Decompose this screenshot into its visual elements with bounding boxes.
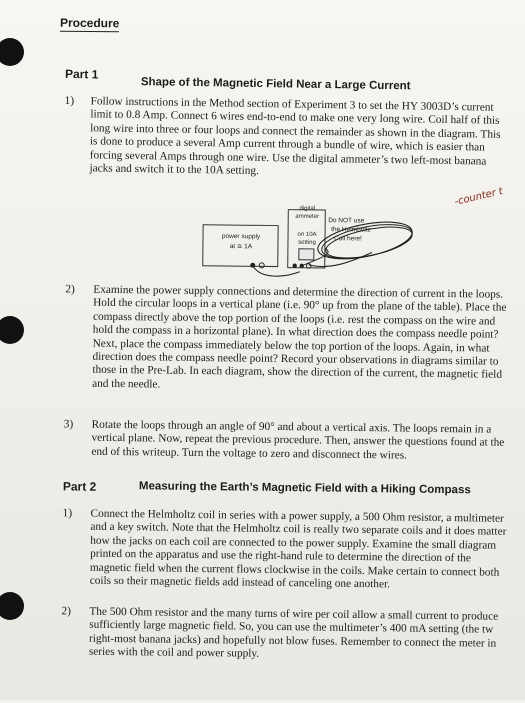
step-number: 3) xyxy=(63,418,74,431)
page-title: Procedure xyxy=(59,15,120,31)
step-number: 2) xyxy=(65,283,76,296)
warning-label: Coil here! xyxy=(333,235,362,243)
warning-label: Do NOT use xyxy=(328,217,365,225)
step-number: 2) xyxy=(61,605,72,618)
step-number: 1) xyxy=(64,94,75,108)
ammeter-label: digital xyxy=(299,205,316,212)
step-number: 1) xyxy=(62,507,73,520)
ammeter-label: on 10A xyxy=(297,231,317,238)
ammeter-label: ammeter xyxy=(295,213,320,220)
power-supply-label: power supply xyxy=(221,232,261,241)
step-text: Rotate the loops through an angle of 90° and about a vertical axis. The loops remain in a vertical plane. Now, repeat the previous procedure. Then, answer the questions found at the end of this writeup. Turn the voltage to zero and disconnect the wires. xyxy=(91,418,505,462)
warning-label: the Helmholtz xyxy=(331,226,371,234)
part1-label: Part 1 xyxy=(64,66,99,82)
power-supply-label: at ≅ 1A xyxy=(229,243,253,251)
part2-title: Measuring the Earth’s Magnetic Field with a Hiking Compass xyxy=(138,480,471,497)
step-text: Examine the power supply connections and determine the direction of current in the loops. Hold the circular loops in a vertical plane (i.e. 90° up from the plane of the table). Place the compass directly above the top portion of the loops (i.e. rest the compass on the wire and hold the compass in a horizontal plane). In what direction does the compass needle point? Next, place the compass immediately below the top portion of the loops. Again, in what direction does the compass needle point? Record your observations in diagrams similar to those in the Pre-Lab. In each diagram, show the direction of the current, the magnetic field and the needle. xyxy=(92,283,507,391)
step-text: The 500 Ohm resistor and the many turns of wire per coil allow a small current to produce sufficiently large magnetic field. So, you can use the multimeter’s 400 mA setting (the tw right-most banana jacks) and hopefully not blow fuses. Remember to connect the meter in series with the coil and power supply. xyxy=(88,605,499,660)
part1-title: Shape of the Magnetic Field Near a Large Current xyxy=(140,76,411,93)
ammeter-label: setting xyxy=(298,239,316,246)
step-text: Connect the Helmholtz coil in series with a power supply, a 500 Ohm resistor, a multimeter and a key switch. Note that the Helmholtz coil is really two separate coils and it does matter how the jacks on each coil are connected to the power supply. Examine the small diagram printed on the apparatus and use the right-hand rule to determine the direction of the magnetic field when the current flows clockwise in the coils. Make certain to connect both coils so their magnetic fields add instead of canceling one another. xyxy=(89,507,507,591)
step-text: Follow instructions in the Method section of Experiment 3 to set the HY 3003D’s current limit to 0.8 Amp. Connect 6 wires end-to-end to make one very long wire. Coil half of this long wire into three or four loops and connect the remainder as shown in the diagram. This is done to produce a several Amp current through a bundle of wire, which is easier than forcing several Amps through one wire. Use the digital ammeter’s two left-most banana jacks and switch it to the 10A setting. xyxy=(89,95,501,178)
handwritten-note: -counter t xyxy=(453,186,504,208)
part2-label: Part 2 xyxy=(62,479,97,494)
